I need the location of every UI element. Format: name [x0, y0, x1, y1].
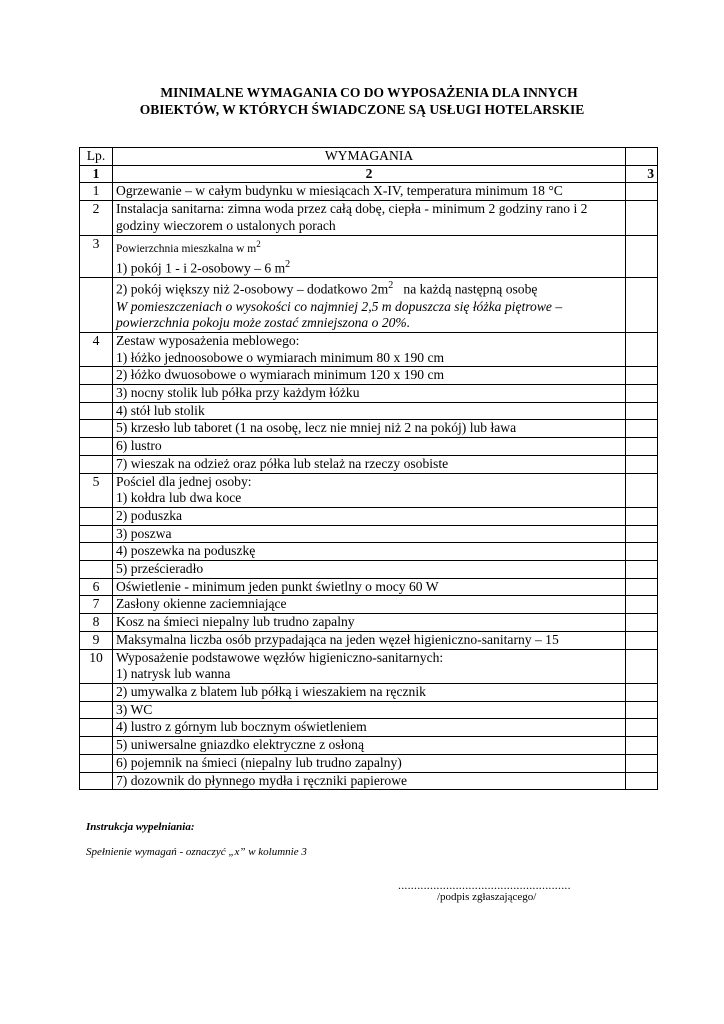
- row-lp: [80, 278, 113, 333]
- row-text: Maksymalna liczba osób przypadająca na jeden węzeł higieniczno-sanitarny – 15: [116, 631, 559, 647]
- row-text: Wyposażenie podstawowe węzłów higieniczno-sanitarnych:: [116, 649, 444, 665]
- table-row: [80, 183, 658, 201]
- table-row: [80, 278, 658, 333]
- row-text: 4) poszewka na poduszkę: [116, 543, 256, 559]
- row-requirement: [113, 543, 626, 561]
- row-text: 2) poduszka: [116, 507, 183, 523]
- row-text: 2) pokój większy niż 2-osobowy – dodatkowo 2m: [116, 281, 389, 297]
- row-lp: 1: [80, 183, 113, 201]
- row-text-line: [116, 333, 622, 350]
- row-text-line: [116, 650, 622, 667]
- row-requirement: [113, 201, 626, 235]
- table-header-row: [80, 148, 658, 166]
- table-row: [80, 561, 658, 579]
- row-mark-cell[interactable]: [626, 385, 658, 403]
- row-text-line: [116, 474, 622, 491]
- row-text-line: [116, 278, 622, 298]
- table-row: [80, 543, 658, 561]
- row-text: 7) dozownik do płynnego mydła i ręczniki papierowe: [116, 772, 408, 788]
- row-requirement: [113, 701, 626, 719]
- row-requirement: [113, 385, 626, 403]
- instructions-text: Spełnienie wymagań - oznaczyć „x” w kolumnie 3: [86, 846, 307, 858]
- table-row: [80, 473, 658, 507]
- row-lp: [80, 507, 113, 525]
- row-mark-cell[interactable]: [626, 754, 658, 772]
- row-lp: [80, 402, 113, 420]
- table-row: [80, 420, 658, 438]
- row-text: 3) WC: [116, 701, 153, 717]
- row-mark-cell[interactable]: [626, 507, 658, 525]
- table-row: [80, 614, 658, 632]
- row-text-line: [116, 543, 622, 560]
- row-mark-cell[interactable]: [626, 596, 658, 614]
- row-lp: 5: [80, 473, 113, 507]
- row-requirement: [113, 754, 626, 772]
- row-requirement: [113, 737, 626, 755]
- title-line-1: MINIMALNE WYMAGANIA CO DO WYPOSAŻENIA DLA INNYCH: [160, 85, 578, 100]
- table-row: [80, 737, 658, 755]
- row-text-line: [116, 183, 622, 200]
- table-row: [80, 402, 658, 420]
- row-small-caption: [116, 236, 622, 258]
- row-text: Instalacja sanitarna: zimna woda przez całą dobę, ciepła - minimum 2 godziny rano i 2 godziny wieczorem o ustalonych porach: [116, 201, 588, 233]
- row-requirement: [113, 367, 626, 385]
- row-text: 5) uniwersalne gniazdko elektryczne z osłoną: [116, 737, 364, 753]
- table-row: [80, 578, 658, 596]
- row-text-line: [116, 201, 622, 234]
- colnum-1: 1: [80, 165, 113, 183]
- table-row: [80, 385, 658, 403]
- row-text: 3) nocny stolik lub półka przy każdym łóżku: [116, 385, 360, 401]
- document-title: [0, 84, 724, 118]
- row-lp: [80, 525, 113, 543]
- superscript: 2: [388, 280, 394, 292]
- signature-line: ......................................................: [398, 878, 571, 892]
- row-mark-cell[interactable]: [626, 473, 658, 507]
- table-row: [80, 525, 658, 543]
- header-lp: Lp.: [80, 148, 113, 166]
- row-lp: [80, 420, 113, 438]
- row-text-line: [116, 719, 622, 736]
- colnum-2: 2: [113, 165, 626, 183]
- table-row: [80, 455, 658, 473]
- row-mark-cell[interactable]: [626, 614, 658, 632]
- row-text-second-line: 1) kołdra lub dwa koce: [116, 490, 242, 506]
- row-text: 1) pokój 1 - i 2-osobowy – 6 m: [116, 260, 286, 276]
- row-text-line: [116, 684, 622, 701]
- row-mark-cell[interactable]: [626, 561, 658, 579]
- header-col3: [626, 148, 658, 166]
- table-column-numbers-row: [80, 165, 658, 183]
- row-mark-cell[interactable]: [626, 719, 658, 737]
- row-requirement: [113, 507, 626, 525]
- row-lp: 10: [80, 649, 113, 683]
- row-requirement: [113, 278, 626, 333]
- table-row: [80, 772, 658, 790]
- row-mark-cell[interactable]: [626, 420, 658, 438]
- row-text-line: [116, 561, 622, 578]
- row-text-line: [116, 614, 622, 631]
- row-requirement: [113, 631, 626, 649]
- row-text-line: [116, 456, 622, 473]
- row-mark-cell[interactable]: [626, 438, 658, 456]
- table-row: [80, 719, 658, 737]
- row-text-line: [116, 737, 622, 754]
- row-requirement: [113, 719, 626, 737]
- row-mark-cell[interactable]: [626, 649, 658, 683]
- row-lp: [80, 367, 113, 385]
- row-lp: [80, 385, 113, 403]
- row-lp: 9: [80, 631, 113, 649]
- header-wymagania: WYMAGANIA: [113, 148, 626, 166]
- row-mark-cell[interactable]: [626, 367, 658, 385]
- requirements-table: [79, 147, 658, 790]
- table-row: [80, 507, 658, 525]
- row-text-second-line: 1) natrysk lub wanna: [116, 666, 231, 682]
- row-text-line: [116, 420, 622, 437]
- row-text: 2) umywalka z blatem lub półką i wieszakiem na ręcznik: [116, 683, 426, 699]
- row-requirement: [113, 596, 626, 614]
- row-mark-cell[interactable]: [626, 578, 658, 596]
- row-mark-cell[interactable]: [626, 737, 658, 755]
- row-text-line: [116, 367, 622, 384]
- row-text-line: [116, 702, 622, 719]
- row-lp: [80, 438, 113, 456]
- row-text-after: na każdą następną osobę: [393, 281, 538, 297]
- row-requirement: [113, 683, 626, 701]
- row-lp: [80, 701, 113, 719]
- row-mark-cell[interactable]: [626, 278, 658, 333]
- row-requirement: [113, 525, 626, 543]
- row-requirement: [113, 183, 626, 201]
- row-requirement: [113, 332, 626, 366]
- row-text: Ogrzewanie – w całym budynku w miesiącach X-IV, temperatura minimum 18 °C: [116, 183, 563, 199]
- signature-label: /podpis zgłaszającego/: [437, 891, 537, 903]
- table-body: [80, 183, 658, 790]
- row-requirement: [113, 235, 626, 278]
- row-text-line: [116, 755, 622, 772]
- colnum-3: 3: [626, 165, 658, 183]
- row-lp: [80, 683, 113, 701]
- row-text: Zasłony okienne zaciemniające: [116, 596, 287, 612]
- row-requirement: [113, 438, 626, 456]
- table-row: [80, 201, 658, 235]
- row-requirement: [113, 614, 626, 632]
- row-requirement: [113, 455, 626, 473]
- row-mark-cell[interactable]: [626, 631, 658, 649]
- row-text-line: [116, 438, 622, 455]
- small-caption-text: Powierzchnia mieszkalna w m: [116, 242, 257, 255]
- superscript: 2: [285, 259, 291, 271]
- row-mark-cell[interactable]: [626, 772, 658, 790]
- row-lp: [80, 737, 113, 755]
- row-text-line: [116, 596, 622, 613]
- row-lp: 7: [80, 596, 113, 614]
- row-lp: 8: [80, 614, 113, 632]
- row-text-line: [116, 632, 622, 649]
- row-lp: 4: [80, 332, 113, 366]
- row-lp: [80, 772, 113, 790]
- table-row: [80, 701, 658, 719]
- instructions-heading: Instrukcja wypełniania:: [86, 821, 195, 833]
- row-lp: 6: [80, 578, 113, 596]
- row-text: 3) poszwa: [116, 525, 172, 541]
- row-mark-cell[interactable]: [626, 525, 658, 543]
- table-row: [80, 596, 658, 614]
- superscript: 2: [256, 238, 261, 249]
- row-text: 7) wieszak na odzież oraz półka lub stelaż na rzeczy osobiste: [116, 455, 449, 471]
- row-text-line: [116, 526, 622, 543]
- row-lp: [80, 543, 113, 561]
- row-lp: [80, 561, 113, 579]
- row-text: Pościel dla jednej osoby:: [116, 473, 252, 489]
- row-lp: [80, 455, 113, 473]
- row-text-line: [116, 773, 622, 790]
- row-requirement: [113, 772, 626, 790]
- row-requirement: [113, 473, 626, 507]
- row-text: 4) stół lub stolik: [116, 402, 205, 418]
- row-lp: 3: [80, 235, 113, 278]
- row-text: 6) pojemnik na śmieci (niepalny lub trudno zapalny): [116, 754, 402, 770]
- row-mark-cell[interactable]: [626, 201, 658, 235]
- row-requirement: [113, 402, 626, 420]
- table-row: [80, 631, 658, 649]
- table-row: [80, 367, 658, 385]
- row-lp: [80, 754, 113, 772]
- row-text: Kosz na śmieci niepalny lub trudno zapalny: [116, 614, 355, 630]
- row-text-second-line: 1) łóżko jednoosobowe o wymiarach minimum 80 x 190 cm: [116, 349, 445, 365]
- row-text: 2) łóżko dwuosobowe o wymiarach minimum 120 x 190 cm: [116, 367, 445, 383]
- row-text-line: [116, 257, 622, 277]
- row-mark-cell[interactable]: [626, 455, 658, 473]
- row-mark-cell[interactable]: [626, 701, 658, 719]
- row-text-line: [116, 508, 622, 525]
- row-text: 4) lustro z górnym lub bocznym oświetleniem: [116, 719, 367, 735]
- row-text: 5) prześcieradło: [116, 561, 204, 577]
- row-mark-cell[interactable]: [626, 543, 658, 561]
- table-row: [80, 332, 658, 366]
- row-text: 5) krzesło lub taboret (1 na osobę, lecz nie mniej niż 2 na pokój) lub ława: [116, 420, 517, 436]
- row-mark-cell[interactable]: [626, 332, 658, 366]
- row-mark-cell[interactable]: [626, 402, 658, 420]
- row-requirement: [113, 561, 626, 579]
- row-lp: [80, 719, 113, 737]
- row-requirement: [113, 578, 626, 596]
- table-row: [80, 649, 658, 683]
- row-text: 6) lustro: [116, 438, 162, 454]
- row-text-line: [116, 385, 622, 402]
- row-text-line: [116, 403, 622, 420]
- row-text: Zestaw wyposażenia meblowego:: [116, 332, 300, 348]
- table-row: [80, 754, 658, 772]
- row-mark-cell[interactable]: [626, 683, 658, 701]
- row-lp: 2: [80, 201, 113, 235]
- table-row: [80, 683, 658, 701]
- row-requirement: [113, 649, 626, 683]
- row-text: Oświetlenie - minimum jeden punkt świetlny o mocy 60 W: [116, 578, 439, 594]
- table-row: [80, 235, 658, 278]
- row-mark-cell[interactable]: [626, 183, 658, 201]
- row-text-line: [116, 579, 622, 596]
- title-line-2: OBIEKTÓW, W KTÓRYCH ŚWIADCZONE SĄ USŁUGI HOTELARSKIE: [139, 102, 585, 117]
- row-italic-note: W pomieszczeniach o wysokości co najmniej 2,5 m dopuszcza się łóżka piętrowe – powierzchnia pokoju może zostać zmniejszona o 20%.: [116, 298, 563, 331]
- table-row: [80, 438, 658, 456]
- row-mark-cell[interactable]: [626, 235, 658, 278]
- row-requirement: [113, 420, 626, 438]
